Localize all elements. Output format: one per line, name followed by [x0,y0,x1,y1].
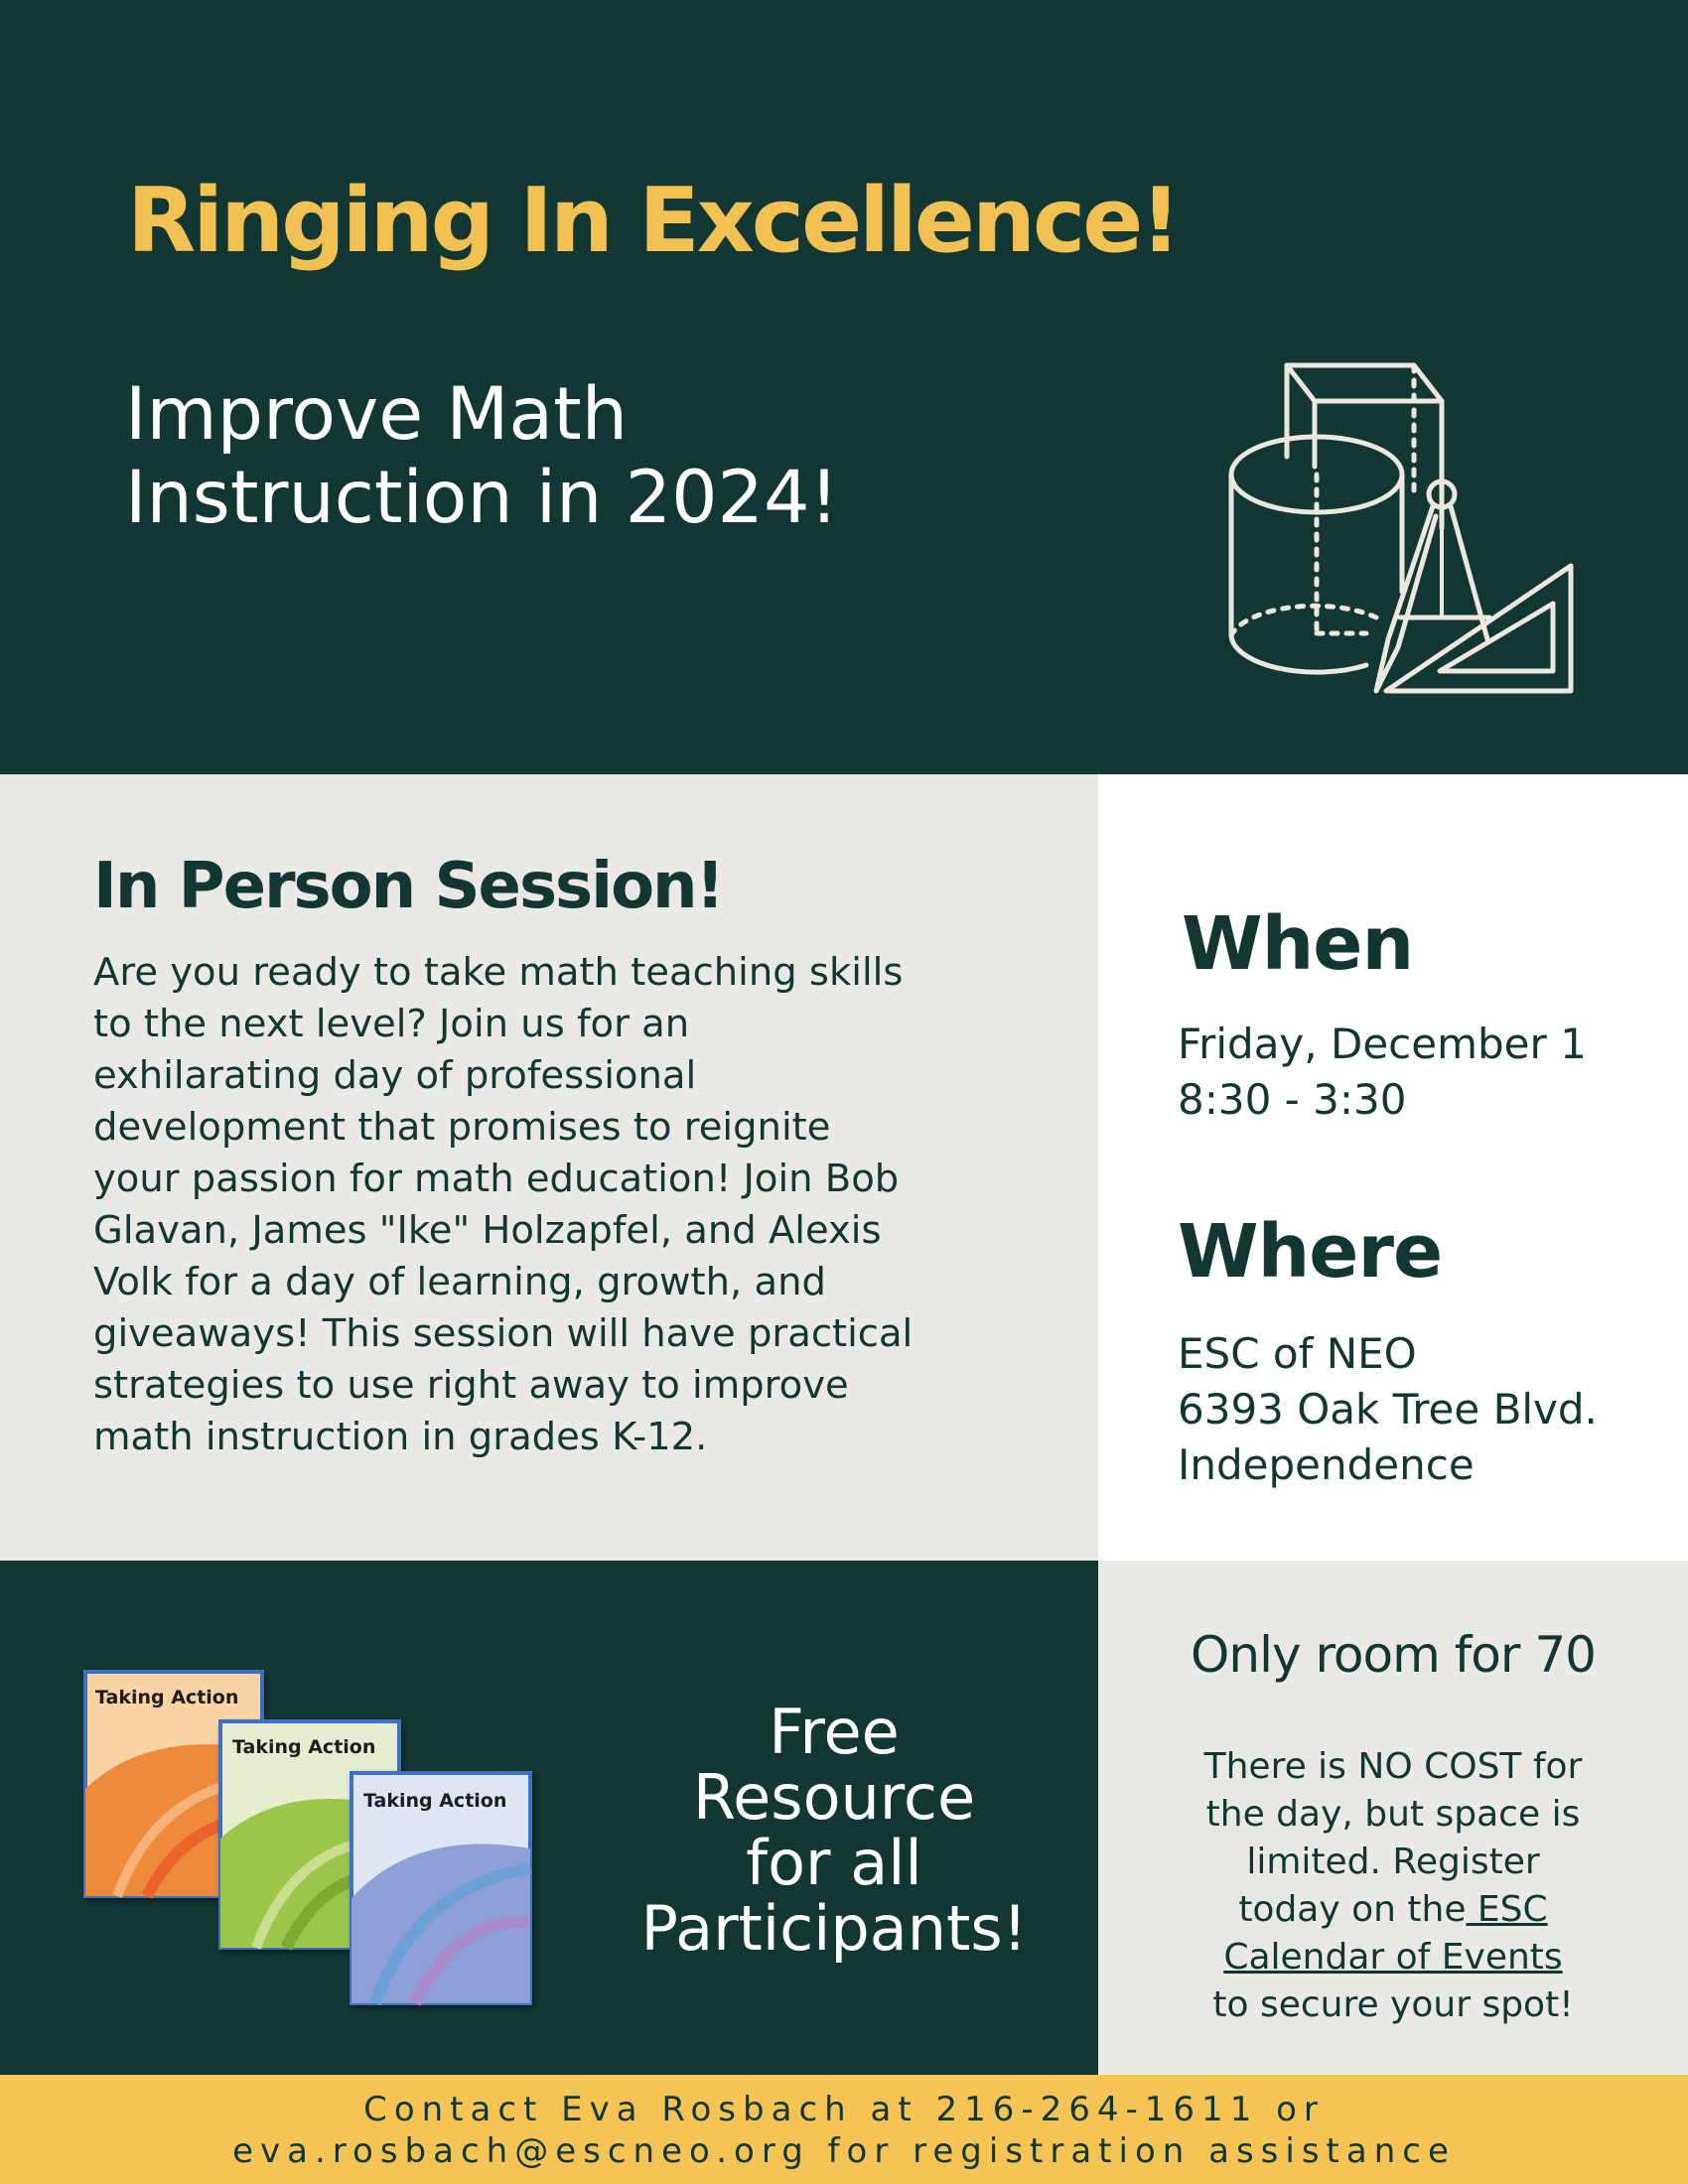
book-title: Taking Action [95,1687,239,1708]
description-line: Volk for a day of learning, growth, and [93,1260,826,1304]
free-resource-line: Free [769,1696,900,1768]
subtitle [125,373,839,540]
footer-line: Contact Eva Rosbach at 216-264-1611 or [363,2090,1325,2129]
description-line: giveaways! This session will have practical [93,1311,914,1356]
book-title: Taking Action [232,1736,376,1758]
free-resource-line: for all [746,1827,922,1899]
registration-line-prefix: today on the [1238,1889,1467,1930]
registration-line: limited. Register [1246,1842,1540,1882]
registration-text [1098,1743,1688,2029]
venue-city: Independence [1178,1440,1475,1489]
when-details [1178,1017,1587,1128]
subtitle-line: Instruction in 2024! [125,456,839,540]
venue-name: ESC of NEO [1178,1329,1417,1378]
free-resource-line: Participants! [640,1892,1028,1965]
registration-line: There is NO COST for [1203,1746,1583,1787]
description-line: math instruction in grades K-12. [93,1415,708,1459]
session-title: In Person Session! [93,850,723,923]
description-line: to the next level? Join us for an [93,1002,690,1046]
registration-line: the day, but space is [1205,1794,1581,1835]
registration-line [1098,1934,1688,1981]
event-time: 8:30 - 3:30 [1178,1075,1407,1124]
venue-address: 6393 Oak Tree Blvd. [1178,1385,1598,1433]
description-line: Glavan, James "Ike" Holzapfel, and Alexis [93,1208,882,1253]
footer-contact [0,2089,1688,2172]
where-details [1178,1326,1598,1493]
free-resource-line: Resource [692,1761,976,1834]
session-description [93,947,1086,1463]
geometry-tools-icon [1227,357,1585,705]
esc-calendar-link[interactable]: Calendar of Events [1223,1937,1563,1978]
description-line: strategies to use right away to improve [93,1363,849,1408]
where-heading: Where [1178,1209,1443,1295]
description-line: your passion for math education! Join Bob [93,1157,900,1201]
subtitle-line: Improve Math [125,372,628,457]
esc-calendar-link[interactable]: ESC [1466,1889,1548,1930]
registration-line: to secure your spot! [1212,1984,1574,2025]
free-resource-text [616,1696,1053,1965]
footer-line: eva.rosbach@escneo.org for registration assistance [232,2131,1456,2171]
description-line: exhilarating day of professional [93,1053,697,1098]
book-covers-image [77,1670,544,2017]
capacity-title: Only room for 70 [1191,1626,1596,1684]
description-line: development that promises to reignite [93,1105,831,1150]
event-date: Friday, December 1 [1178,1020,1587,1068]
headline: Ringing In Excellence! [127,169,1179,273]
registration-line [1098,1886,1688,1934]
book-title: Taking Action [363,1790,507,1812]
description-line: Are you ready to take math teaching skills [93,950,904,995]
when-heading: When [1182,901,1414,987]
book-cover-blue [352,1773,530,2003]
